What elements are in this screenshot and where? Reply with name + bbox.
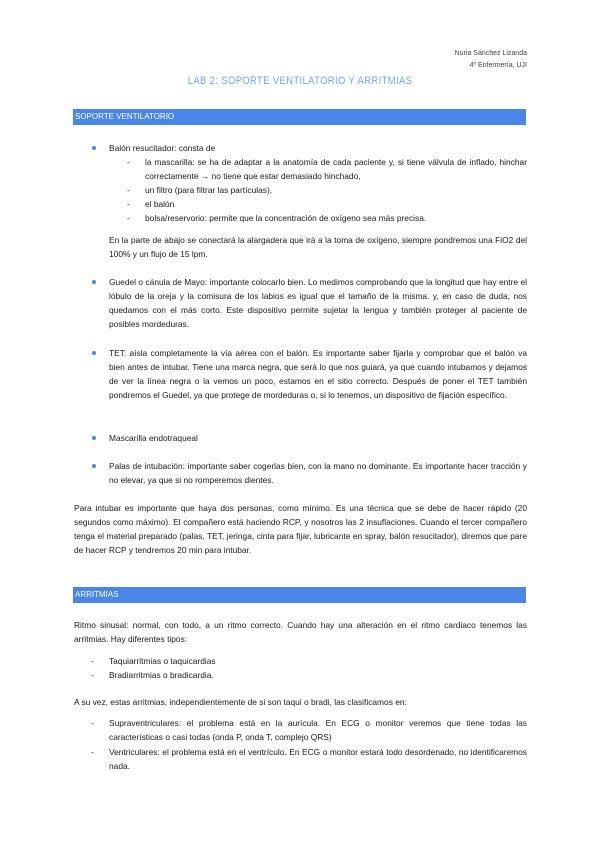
type-item: - Bradiarritmias o bradicardia.	[91, 670, 214, 680]
balon-note: En la parte de abajo se conectará la alargadera que irá a la toma de oxígeno, siempre pondremos una FiO2 del 100% y un flujo de 15 lpm.	[109, 235, 527, 259]
type-item: - Taquiarritmias o taquicardias	[91, 656, 216, 666]
intubation-paragraph: Para intubar es importante que haya dos personas, como mínimo. Es una técnica que se debe de hacer rápido (20 segundos como máximo). El compañero está haciendo RCP, y nosotros las 2 insuflaciones. Cuando el tercer compañero tenga el material preparado (palas, TET, jeringa, cinta para fijar, lubricante en spray, balón resucitador), diremos que pare de hacer RCP y tendremos 20 min para intubar.	[74, 503, 527, 555]
sub-item-text: la mascarilla: se ha de adaptar a la anatomía de cada paciente y, si tiene válvula de inflado, hinchar correctamente → no tiene que estar demasiado hinchado,	[145, 157, 527, 181]
sub-item-text: el balón	[145, 199, 175, 209]
sub-item: - el balón	[127, 199, 175, 209]
bullet-text: Palas de intubación: importante saber cogerlas bien, con la mano no dominante. Es importante hacer tracción y no elevar, ya que si no romperemos dientes.	[109, 461, 527, 485]
sub-item: - la mascarilla: se ha de adaptar a la anatomía de cada paciente y, si tiene válvula de inflado, hinchar correctamente → no tiene que estar demasiado hinchado,	[127, 157, 527, 181]
section-heading-soporte: SOPORTE VENTILATORIO	[73, 109, 526, 125]
classify-text: A su vez, estas arritmias, independientemente de si son taqui o bradi, las clasificamos en:	[74, 697, 407, 707]
class-item: - Supraventriculares: el problema está en la aurícula. En ECG o monitor veremos que tiene todas las características o casi todas (onda P, onda T, complejo QRS)	[91, 718, 527, 742]
bullet-text: TET: aísla completamente la vía aérea con el balón. Es importante saber fijarla y comprobar que el balón va bien antes de intubar. Tiene una marca negra, que será lo que nos guiará, ya que cuando intubamos y dejamos de ver la línea negra o la vemos un poco, estamos en el sitio correcto. Después de poner el TET también pondremos el Guedel, ya que protege de mordeduras o, si lo tenemos, un dispositivo de fijación específico.	[109, 348, 527, 400]
bullet-guedel	[109, 275, 527, 331]
class-text: Supraventriculares: el problema está en la aurícula. En ECG o monitor veremos que tiene todas las características o casi todas (onda P, onda T, complejo QRS)	[109, 718, 527, 742]
sub-item: - bolsa/reservorio: permite que la concentración de oxígeno sea más precisa.	[127, 213, 427, 223]
class-text: Ventriculares: el problema está en el ventrículo. En ECG o monitor estará todo desordenado, no identificaremos nada.	[109, 747, 527, 771]
arritmias-intro: Ritmo sinusal: normal, con todo, a un ritmo correcto. Cuando hay una alteración en el ritmo cardiaco tenemos las arritmias. Hay diferentes tipos:	[74, 620, 527, 644]
bullet-icon	[92, 464, 96, 468]
type-text: Bradiarritmias o bradicardia.	[109, 670, 214, 680]
bullet-text: Mascarilla endotraqueal	[109, 433, 198, 443]
header-author: Nuria Sánchez Lizanda	[454, 50, 527, 57]
sub-item-text: un filtro (para filtrar las partículas),	[145, 185, 273, 195]
sub-item-text: bolsa/reservorio: permite que la concentración de oxígeno sea más precisa.	[145, 213, 427, 223]
bullet-text: Balón resucitador: consta de	[109, 143, 216, 153]
bullet-icon	[92, 146, 96, 150]
bullet-balon	[109, 141, 527, 155]
bullet-icon	[92, 436, 96, 440]
page-title: LAB 2: SOPORTE VENTILATORIO Y ARRITMIAS	[187, 75, 413, 87]
bullet-palas	[109, 459, 527, 487]
bullet-mascarilla	[109, 431, 527, 445]
bullet-icon	[92, 351, 96, 355]
bullet-text: Guedel o cánula de Mayo: importante colocarlo bien. Lo medimos comprobando que la longitud que hay entre el lóbulo de la oreja y la comisura de los labios es igual que el tamaño de la misma. y, en caso de duda, nos quedamos con el más corto. Este dispositivo permite sujetar la lengua y también proteger al paciente de posibles mordeduras.	[109, 277, 527, 329]
type-text: Taquiarritmias o taquicardias	[109, 656, 216, 666]
bullet-tet	[109, 346, 527, 402]
header-course: 4º Enfermería, UJI	[469, 62, 527, 69]
bullet-icon	[92, 280, 96, 284]
section-heading-arritmias: ARRITMIAS	[73, 587, 526, 603]
sub-item: - un filtro (para filtrar las partículas),	[127, 185, 273, 195]
class-item: - Ventriculares: el problema está en el ventrículo. En ECG o monitor estará todo desordenado, no identificaremos nada.	[91, 747, 527, 771]
